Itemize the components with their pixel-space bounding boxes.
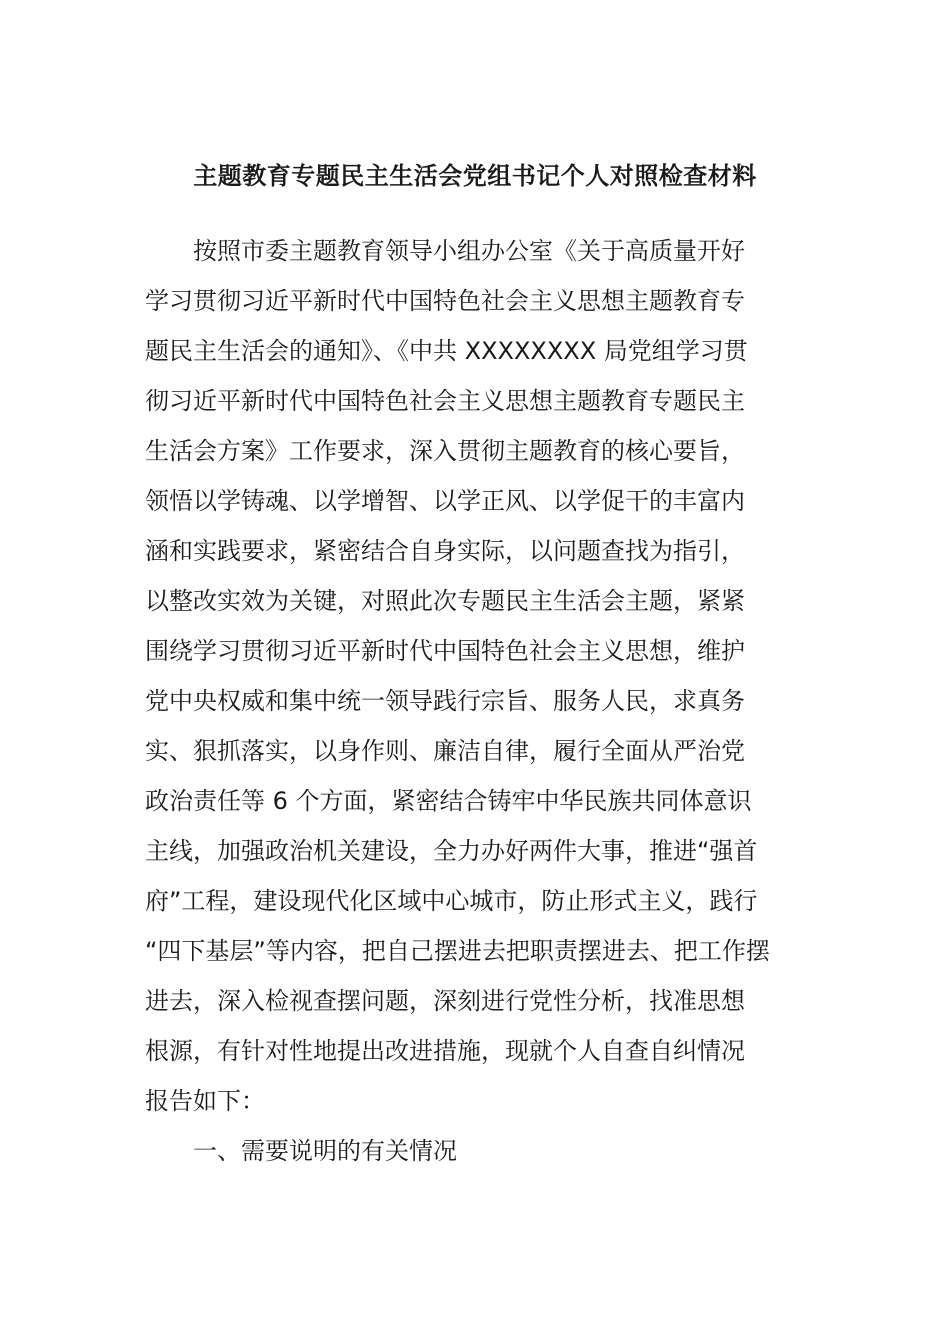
paragraph-line: 围绕学习贯彻习近平新时代中国特色社会主义思想，维护 — [145, 637, 745, 665]
paragraph-line: 政治责任等 6 个方面，紧密结合铸牢中华民族共同体意识 — [145, 787, 752, 815]
paragraph-line: 进去，深入检视查摆问题，深刻进行党性分析，找准思想 — [145, 987, 745, 1015]
section-heading: 一、需要说明的有关情况 — [193, 1137, 457, 1165]
paragraph-line: 题民主生活会的通知》、《中共 XXXXXXXX 局党组学习贯 — [145, 337, 748, 365]
paragraph-line: 实、狠抓落实，以身作则、廉洁自律，履行全面从严治党 — [145, 737, 745, 765]
document-body — [145, 226, 807, 1176]
paragraph-line: 生活会方案》工作要求，深入贯彻主题教育的核心要旨， — [145, 437, 745, 465]
paragraph-line: 按照市委主题教育领导小组办公室《关于高质量开好 — [193, 237, 745, 265]
paragraph-line: “四下基层”等内容，把自己摆进去把职责摆进去、把工作摆 — [145, 937, 770, 965]
paragraph-line: 党中央权威和集中统一领导践行宗旨、服务人民，求真务 — [145, 687, 745, 715]
paragraph-line: 彻习近平新时代中国特色社会主义思想主题教育专题民主 — [145, 387, 745, 415]
paragraph-line: 以整改实效为关键，对照此次专题民主生活会主题，紧紧 — [145, 587, 745, 615]
paragraph-line: 府”工程，建设现代化区域中心城市，防止形式主义，践行 — [145, 887, 758, 915]
paragraph-line: 领悟以学铸魂、以学增智、以学正风、以学促干的丰富内 — [145, 487, 745, 515]
document-title: 主题教育专题民主生活会党组书记个人对照检查材料 — [193, 162, 757, 190]
paragraph-line: 主线，加强政治机关建设，全力办好两件大事，推进“强首 — [145, 837, 758, 865]
paragraph-line: 报告如下： — [145, 1087, 265, 1115]
paragraph-line: 涵和实践要求，紧密结合自身实际，以问题查找为指引， — [145, 537, 745, 565]
paragraph-line: 学习贯彻习近平新时代中国特色社会主义思想主题教育专 — [145, 287, 745, 315]
paragraph-line: 根源，有针对性地提出改进措施，现就个人自查自纠情况 — [145, 1037, 745, 1065]
